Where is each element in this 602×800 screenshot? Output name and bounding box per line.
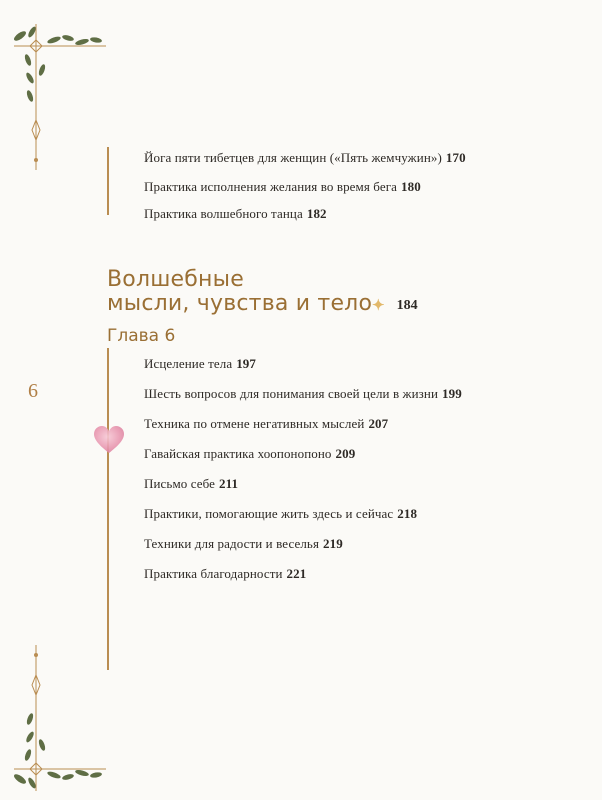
toc-entry-title: Практика исполнения желания во время бега [144,179,398,194]
divider [107,348,109,670]
toc-entry-page: 170 [445,150,466,165]
toc-entry-page: 207 [368,416,389,431]
floral-corner-icon [10,635,110,795]
toc-entry-title: Практика благодарности [144,566,283,581]
toc-entry-title: Практики, помогающие жить здесь и сейчас [144,506,394,521]
toc-entry-title: Шесть вопросов для понимания своей цели в жизни [144,386,439,401]
toc-entry-title: Гавайская практика хоопонопоно [144,446,332,461]
floral-corner-icon [10,20,110,180]
toc-entry[interactable] [144,179,421,195]
toc-entry[interactable] [144,150,466,166]
toc-entry[interactable] [144,386,462,402]
toc-entry-page: 211 [219,476,239,491]
toc-entry-page: 219 [323,536,343,551]
toc-entry-title: Йога пяти тибетцев для женщин («Пять жемчужин») [144,150,442,165]
toc-entry[interactable] [144,446,355,462]
toc-entry[interactable] [144,206,327,222]
toc-entry-title: Техники для радости и веселья [144,536,320,551]
toc-entry[interactable] [144,356,256,372]
toc-entry-title: Практика волшебного танца [144,206,303,221]
page-number: 6 [28,380,38,402]
chapter-title[interactable] [107,268,372,316]
toc-entry-page: 199 [442,386,462,401]
chapter-title-line2: мысли, чувства и тело [107,291,373,316]
divider [107,147,109,215]
toc-entry-page: 209 [335,446,356,461]
chapter-page-number: 184 [396,297,418,313]
toc-entry[interactable] [144,536,343,552]
chapter-title-line1: Волшебные [107,267,244,292]
heart-icon [92,425,126,455]
toc-entry[interactable] [144,506,417,522]
chapter-label: Глава 6 [107,326,176,346]
toc-entry[interactable] [144,476,238,492]
toc-entry-title: Техника по отмене негативных мыслей [144,416,365,431]
toc-entry-page: 218 [397,506,418,521]
toc-entry-title: Письмо себе [144,476,216,491]
toc-entry-page: 197 [236,356,256,371]
chapter-page [372,296,418,315]
toc-entry[interactable] [144,566,306,582]
toc-entry-page: 180 [401,179,421,194]
star-icon: ✦ [372,298,385,314]
toc-entry-page: 221 [286,566,307,581]
toc-entry-title: Исцеление тела [144,356,233,371]
toc-entry-page: 182 [306,206,327,221]
toc-entry[interactable] [144,416,388,432]
